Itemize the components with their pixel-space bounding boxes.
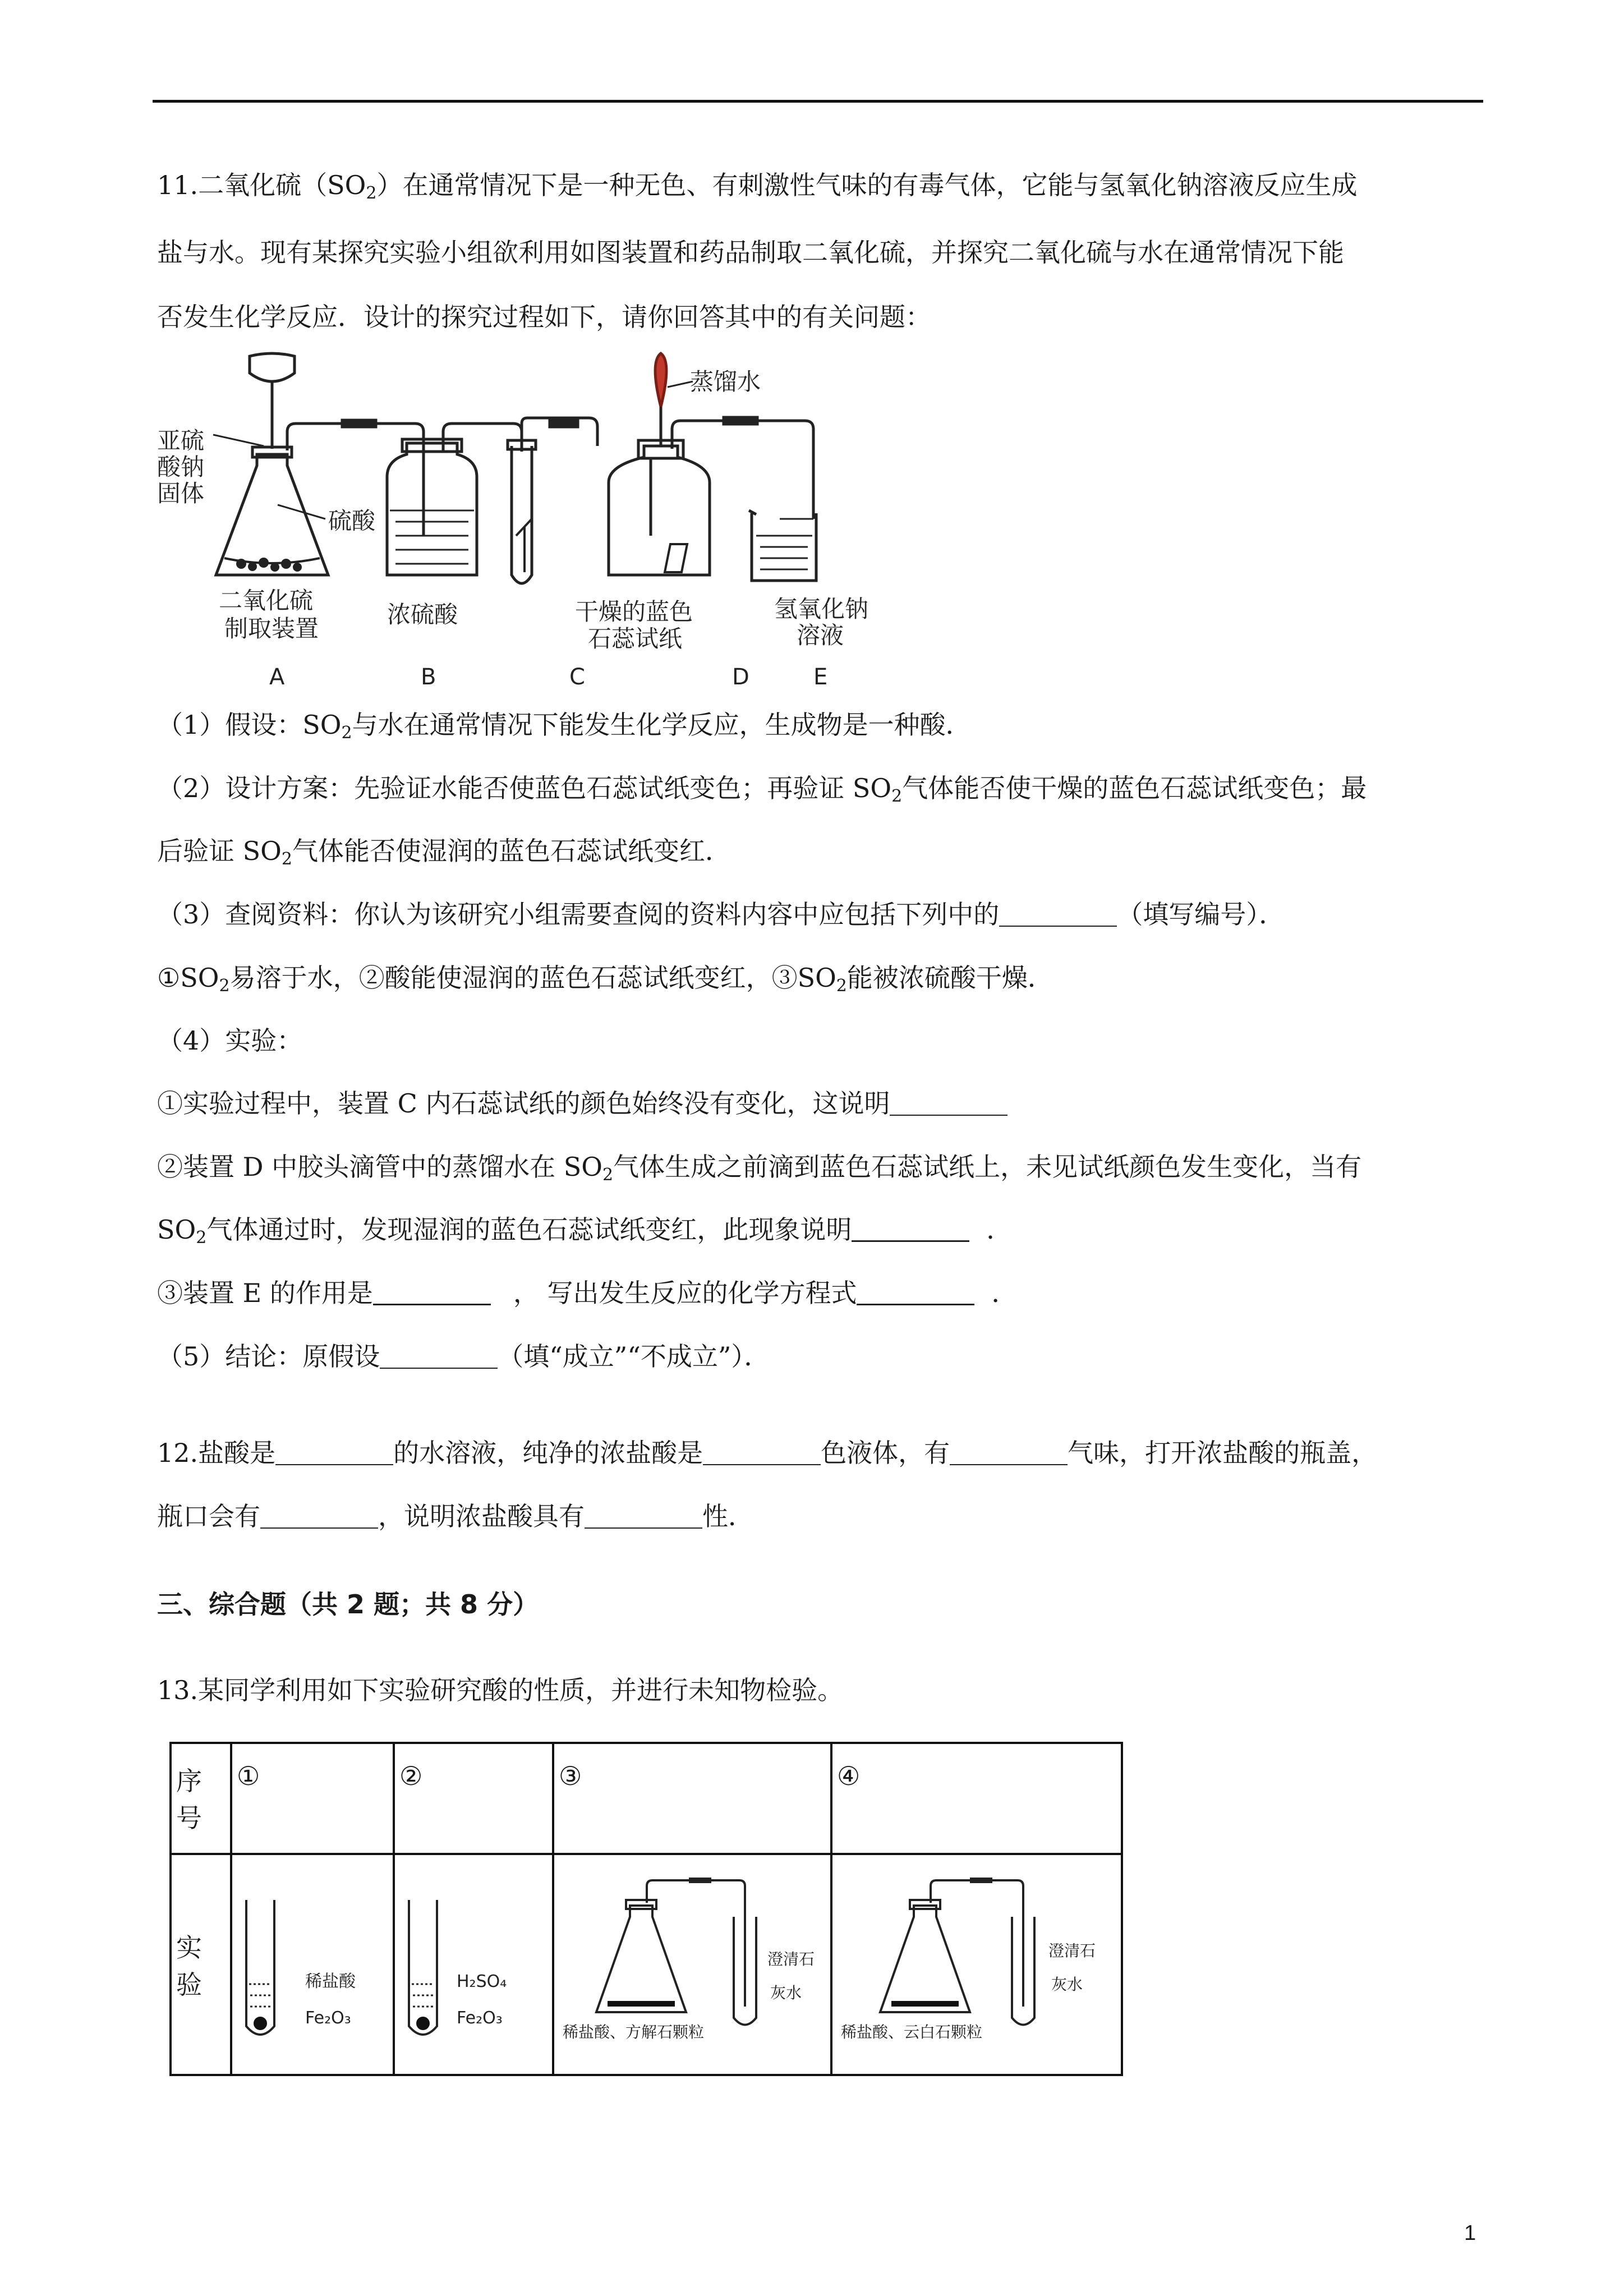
q11-experiment-b1: ②装置 D 中胶头滴管中的蒸馏水在 $SO_2$气体生成之前滴到蓝色石蕊试纸上，未见试纸颜色发生变化，当有 bbox=[157, 1152, 1362, 1185]
label-letter-b: B bbox=[421, 664, 436, 690]
cell4-limewater-2: 灰水 bbox=[1051, 1975, 1083, 1994]
answer-blank-4b[interactable] bbox=[852, 1214, 969, 1242]
q11-hypothesis: （1）假设：$SO_2$与水在通常情况下能发生化学反应，生成物是一种酸． bbox=[157, 710, 972, 743]
answer-blank-4c-equation[interactable] bbox=[857, 1278, 974, 1305]
table-cell-exp-4 bbox=[831, 1854, 1122, 2075]
q11-experiment-b2: $SO_2$气体通过时，发现湿润的蓝色石蕊试纸变红，此现象说明 ． bbox=[157, 1214, 1013, 1248]
section-heading: 三、综合题（共 2 题；共 8 分） bbox=[157, 1589, 539, 1619]
table-cell-exp-1 bbox=[231, 1854, 394, 2075]
q11-intro-line2: 盐与水。现有某探究实验小组欲利用如图装置和药品制取二氧化硫，并探究二氧化硫与水在通常情况下能 bbox=[157, 237, 1344, 268]
label-letter-a: A bbox=[269, 664, 285, 690]
table-col-4: ④ bbox=[831, 1743, 1122, 1854]
cell2-reagent: H₂SO₄ bbox=[457, 1972, 507, 1991]
table-header-seq: 序号 bbox=[171, 1743, 231, 1854]
answer-blank-3[interactable] bbox=[999, 900, 1117, 927]
cell1-solid: Fe₂O₃ bbox=[305, 2008, 351, 2028]
label-sulfite-2: 酸钠 bbox=[157, 453, 205, 481]
cell2-solid: Fe₂O₃ bbox=[457, 2008, 503, 2028]
label-letter-d: D bbox=[732, 664, 749, 690]
label-a-caption-2: 制取装置 bbox=[224, 615, 319, 642]
label-distilled-water: 蒸馏水 bbox=[690, 368, 761, 395]
q11-design-line2: 后验证 $SO_2$气体能否使湿润的蓝色石蕊试纸变红． bbox=[157, 836, 731, 869]
test-tube-icon bbox=[409, 1900, 437, 2035]
q11-reference: （3）查阅资料：你认为该研究小组需要查阅的资料内容中应包括下列中的 （填写编号）． bbox=[157, 899, 1285, 930]
cell4-reagents: 稀盐酸、云白石颗粒 bbox=[841, 2023, 983, 2041]
q12-blank-2[interactable] bbox=[703, 1438, 821, 1465]
table-col-2: ② bbox=[394, 1743, 553, 1854]
q11-experiment-a: ①实验过程中，装置 C 内石蕊试纸的颜色始终没有变化，这说明 bbox=[157, 1087, 1007, 1120]
q12-blank-4[interactable] bbox=[260, 1502, 378, 1529]
q11-experiment-c: ③装置 E 的作用是 ， 写出发生反应的化学方程式 ． bbox=[157, 1278, 1018, 1308]
conical-flask-icon bbox=[880, 1906, 970, 2012]
label-sulfite-3: 固体 bbox=[157, 480, 205, 507]
test-tube-icon bbox=[246, 1900, 274, 2035]
q11-design-line1: （2）设计方案：先验证水能否使蓝色石蕊试纸变色；再验证 $SO_2$气体能否使干燥的蓝色石蕊试纸变色；最 bbox=[157, 773, 1367, 806]
q11-experiment-heading: （4）实验： bbox=[157, 1025, 303, 1056]
page-number: 1 bbox=[1464, 2221, 1476, 2245]
q12-blank-3[interactable] bbox=[950, 1438, 1068, 1465]
label-a-caption-1: 二氧化硫 bbox=[219, 587, 314, 614]
cell4-limewater-1: 澄清石 bbox=[1048, 1941, 1096, 1960]
q11-conclusion: （5）结论：原假设 （填“成立”“不成立”）． bbox=[157, 1341, 770, 1372]
q11-reference-options: $①SO_2$易溶于水，②酸能使湿润的蓝色石蕊试纸变红，$③SO_2$能被浓硫酸干燥． bbox=[157, 963, 1053, 996]
answer-blank-4c-purpose[interactable] bbox=[373, 1278, 491, 1305]
table-cell-exp-2 bbox=[394, 1854, 553, 2075]
conical-flask-icon bbox=[596, 1906, 686, 2012]
q11-intro-line3: 否发生化学反应．设计的探究过程如下，请你回答其中的有关问题： bbox=[157, 302, 931, 332]
label-e-caption-2: 溶液 bbox=[797, 622, 844, 649]
label-cd-caption-1: 干燥的蓝色 bbox=[575, 598, 693, 625]
header-rule bbox=[153, 100, 1483, 103]
cell3-limewater-1: 澄清石 bbox=[767, 1950, 815, 1968]
q12-line2: 瓶口会有 ，说明浓盐酸具有 性． bbox=[157, 1501, 754, 1531]
dropper-icon bbox=[655, 353, 666, 407]
table-col-1: ① bbox=[231, 1743, 394, 1854]
table-col-3: ③ bbox=[553, 1743, 831, 1854]
cell3-limewater-2: 灰水 bbox=[770, 1984, 802, 2002]
label-letter-c: C bbox=[569, 664, 585, 690]
separatory-funnel-icon bbox=[250, 353, 295, 381]
tube-c-icon bbox=[512, 446, 532, 583]
answer-blank-4a[interactable] bbox=[890, 1089, 1007, 1116]
bottle-d-icon bbox=[609, 446, 710, 575]
table-cell-exp-3 bbox=[553, 1854, 831, 2075]
label-sulfite-1: 亚硫 bbox=[157, 427, 205, 454]
label-letter-e: E bbox=[813, 664, 828, 690]
q12-line1: 12.盐酸是 的水溶液，纯净的浓盐酸是 色液体，有 气味，打开浓盐酸的瓶盖， bbox=[157, 1438, 1378, 1468]
apparatus-figure bbox=[157, 351, 886, 693]
q11-intro-line1: 11.二氧化硫$(SO_2)$在通常情况下是一种无色、有刺激性气味的有毒气体，它能与氢氧化钠溶液反应生成 bbox=[157, 170, 1358, 203]
label-sulfuric-acid: 硫酸 bbox=[328, 507, 376, 535]
table-header-experiment: 实验 bbox=[171, 1854, 231, 2075]
label-cd-caption-2: 石蕊试纸 bbox=[588, 625, 683, 652]
answer-blank-5[interactable] bbox=[380, 1342, 498, 1369]
q13-intro: 13.某同学利用如下实验研究酸的性质，并进行未知物检验。 bbox=[157, 1675, 844, 1705]
gas-washing-bottle-b-icon bbox=[387, 443, 477, 575]
q12-blank-5[interactable] bbox=[585, 1502, 702, 1529]
cell3-reagents: 稀盐酸、方解石颗粒 bbox=[563, 2023, 705, 2041]
label-b-caption: 浓硫酸 bbox=[387, 601, 458, 628]
cell1-reagent: 稀盐酸 bbox=[305, 1972, 356, 1991]
q12-blank-1[interactable] bbox=[275, 1438, 393, 1465]
label-e-caption-1: 氢氧化钠 bbox=[774, 595, 869, 623]
experiment-table bbox=[169, 1742, 1123, 2076]
